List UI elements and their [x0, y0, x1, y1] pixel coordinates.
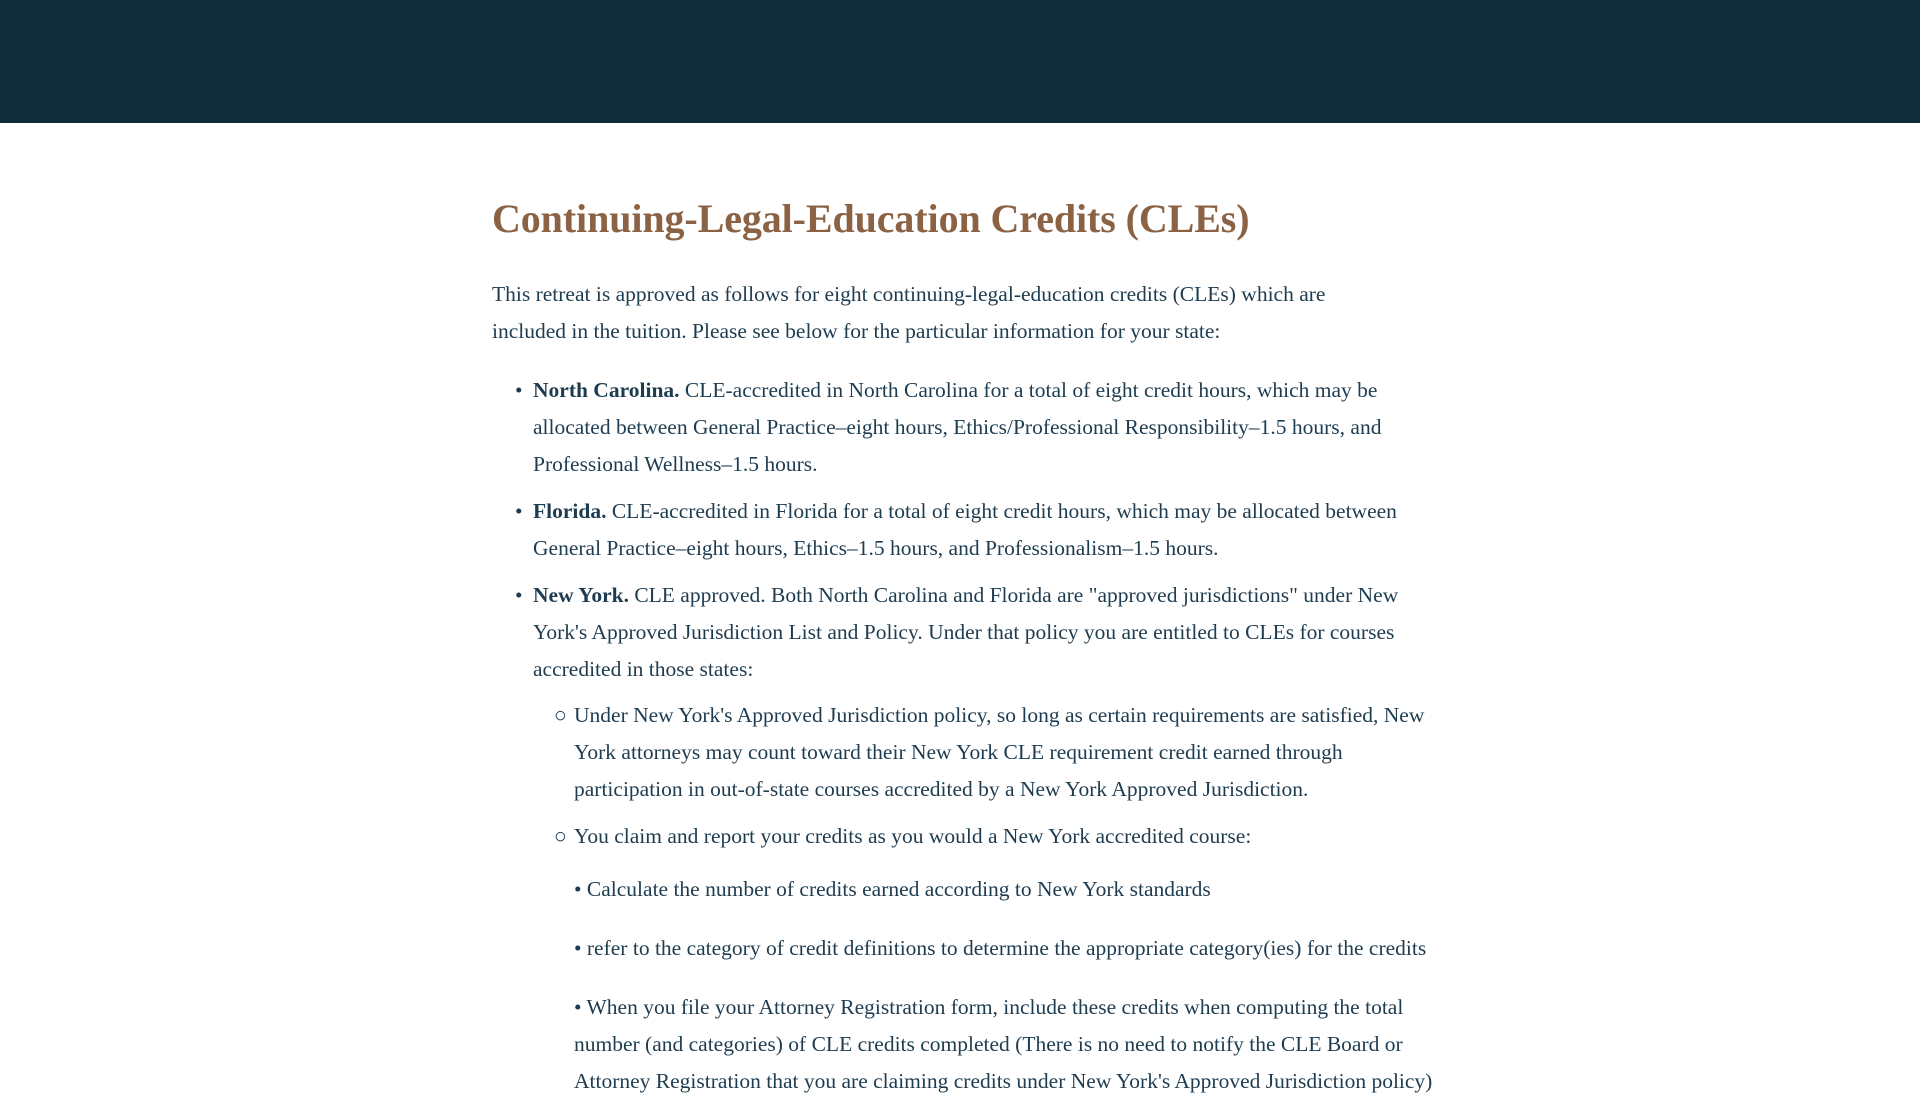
list-item-text	[533, 372, 1452, 483]
state-body-north-carolina: CLE-accredited in North Carolina for a total of eight credit hours, which may be allocated between General Practice–eight hours, Ethics/Professional Responsibility–1.5 hours, and Professional Wellness–1.5 hours.	[533, 377, 1382, 476]
state-credit-list	[492, 372, 1452, 1100]
claim-step-calculate: • Calculate the number of credits earned according to New York standards	[574, 877, 1211, 902]
state-name-north-carolina: North Carolina.	[533, 377, 680, 402]
content-column	[492, 123, 1452, 1100]
site-header	[0, 0, 1920, 123]
claim-steps-block	[574, 871, 1452, 1100]
list-item-north-carolina	[492, 372, 1452, 483]
list-item-text	[533, 577, 1452, 688]
bullet-dot-icon: •	[515, 377, 523, 402]
new-york-sub-list	[533, 697, 1452, 1100]
bullet-dot-icon: •	[515, 498, 523, 523]
state-name-new-york: New York.	[533, 582, 629, 607]
sub-list-item-jurisdiction-policy	[533, 697, 1452, 808]
bullet-circle-icon: ○	[554, 703, 567, 728]
claim-step-attorney-registration: • When you file your Attorney Registration form, include these credits when computing the total number (and categories) of CLE credits completed (There is no need to notify the CLE Board or Attorney Registration that you are claiming credits under New York's Approved Jurisdiction policy)	[574, 995, 1433, 1094]
sub-list-item-claim-report	[533, 818, 1452, 1100]
list-item-new-york	[492, 577, 1452, 1101]
sub-list-item-text: Under New York's Approved Jurisdiction policy, so long as certain requirements are satisfied, New York attorneys may count toward their New York CLE requirement credit earned through participation in out-of-state courses accredited by a New York Approved Jurisdiction.	[574, 703, 1425, 802]
list-item-text	[533, 493, 1452, 567]
sub-list-item-text: You claim and report your credits as you would a New York accredited course:	[574, 824, 1252, 849]
state-name-florida: Florida.	[533, 498, 607, 523]
list-item-florida	[492, 493, 1452, 567]
new-york-sub-list-wrap	[533, 697, 1452, 1100]
page-title: Continuing-Legal-Education Credits (CLEs)	[492, 196, 1250, 241]
bullet-dot-icon: •	[515, 582, 523, 607]
header-inner	[0, 0, 1920, 123]
state-body-new-york: CLE approved. Both North Carolina and Florida are "approved jurisdictions" under New York's Approved Jurisdiction List and Policy. Under that policy you are entitled to CLEs for courses accredited in those states:	[533, 582, 1399, 681]
page-wrap	[0, 123, 1920, 1100]
bullet-circle-icon: ○	[554, 824, 567, 849]
claim-step-refer-category: • refer to the category of credit definitions to determine the appropriate category(ies) for the credits	[574, 936, 1427, 961]
intro-paragraph: This retreat is approved as follows for eight continuing-legal-education credits (CLEs) which are included in the tuition. Please see below for the particular information for your state:	[492, 281, 1326, 343]
state-body-florida: CLE-accredited in Florida for a total of eight credit hours, which may be allocated between General Practice–eight hours, Ethics–1.5 hours, and Professionalism–1.5 hours.	[533, 498, 1397, 560]
